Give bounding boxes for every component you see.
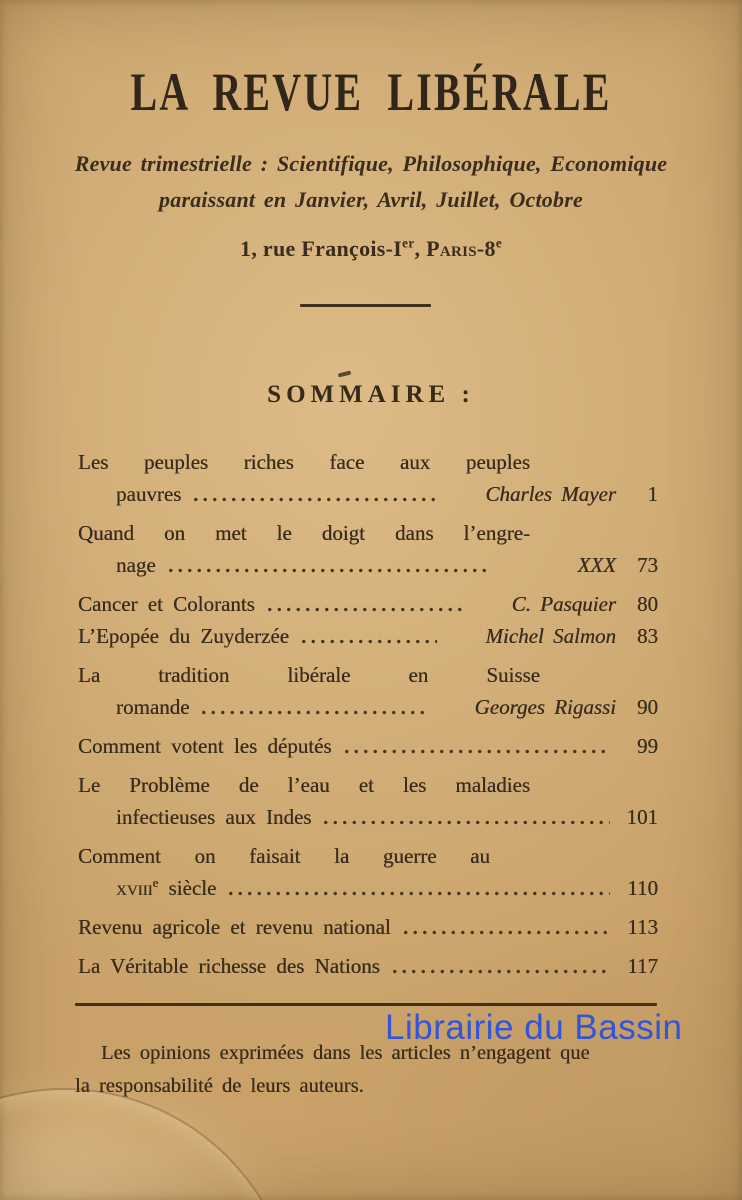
notice-line-2: la responsabilité de leurs auteurs. bbox=[75, 1075, 364, 1097]
entry-leader-row bbox=[78, 588, 658, 620]
entry-title-line-2: nage bbox=[116, 553, 156, 577]
entry-title-line-1: Les peuples riches face aux peuples bbox=[78, 450, 530, 474]
dot-leader bbox=[340, 730, 610, 762]
page-curl-crease bbox=[0, 1088, 296, 1200]
author-name: XXX bbox=[577, 553, 616, 577]
entry-title-line-1: Le Problème de l’eau et les maladies bbox=[78, 773, 530, 797]
bookseller-watermark: Librairie du Bassin bbox=[385, 1008, 683, 1047]
dot-leader bbox=[388, 950, 610, 982]
entry-leader-row bbox=[78, 691, 658, 723]
toc-entry bbox=[78, 588, 658, 620]
roman-numeral: xviii bbox=[116, 876, 153, 900]
ink-speck bbox=[338, 370, 351, 377]
dot-leader bbox=[319, 801, 610, 833]
page-number: 1 bbox=[647, 482, 658, 506]
divider-rule-bottom bbox=[75, 1003, 657, 1006]
dot-leader bbox=[189, 478, 437, 510]
entry-leader-row bbox=[78, 549, 658, 581]
entry-leader-row bbox=[78, 801, 658, 833]
toc-entry bbox=[78, 659, 658, 723]
magazine-title-text: LA REVUE LIBÉRALE bbox=[130, 62, 612, 122]
address-separator: , bbox=[414, 236, 427, 261]
sommaire-heading: SOMMAIRE : bbox=[267, 381, 475, 408]
divider-rule-top bbox=[300, 304, 431, 307]
toc-entry bbox=[78, 730, 658, 762]
page-number: 101 bbox=[626, 805, 658, 829]
address-city: Paris-8 bbox=[426, 236, 496, 261]
table-of-contents bbox=[78, 446, 658, 989]
entry-title-line-2: infectieuses aux Indes bbox=[116, 805, 312, 829]
dot-leader bbox=[164, 549, 486, 581]
entry-title: La Véritable richesse des Nations bbox=[78, 954, 380, 978]
toc-entry bbox=[78, 446, 658, 510]
page-number: 117 bbox=[627, 954, 658, 978]
dot-leader bbox=[297, 620, 437, 652]
entry-leader-row bbox=[78, 478, 658, 510]
subtitle-line-1: Revue trimestrielle : Scientifique, Philosophique, Economique bbox=[74, 151, 668, 176]
author-name: Michel Salmon bbox=[485, 624, 616, 648]
entry-leader-row bbox=[78, 911, 658, 943]
entry-leader-row bbox=[78, 730, 658, 762]
entry-title-rest: siècle bbox=[158, 876, 217, 900]
page-number: 80 bbox=[637, 592, 658, 616]
subtitle-line-2: paraissant en Janvier, Avril, Juillet, Octobre bbox=[159, 187, 583, 212]
entry-title-line-2: pauvres bbox=[116, 482, 182, 506]
page-number: 90 bbox=[637, 695, 658, 719]
entry-title: L’Epopée du Zuyderzée bbox=[78, 624, 289, 648]
publisher-address bbox=[0, 236, 742, 262]
dot-leader bbox=[224, 872, 610, 904]
notice-line-1: Les opinions exprimées dans les articles n’engagent que bbox=[101, 1042, 590, 1064]
page-number: 73 bbox=[637, 553, 658, 577]
numeral-superscript: e bbox=[152, 876, 159, 890]
entry-title: Comment votent les députés bbox=[78, 734, 332, 758]
author-name: Georges Rigassi bbox=[474, 695, 616, 719]
address-superscript-e: e bbox=[495, 235, 502, 251]
entry-title-line-2 bbox=[78, 872, 216, 904]
page-number: 113 bbox=[627, 915, 658, 939]
entry-leader-row bbox=[78, 950, 658, 982]
entry-leader-row bbox=[78, 620, 658, 652]
page-number: 110 bbox=[627, 876, 658, 900]
dot-leader bbox=[263, 588, 464, 620]
entry-title-line-1: Quand on met le doigt dans l’engre- bbox=[78, 521, 530, 545]
author-name: C. Pasquier bbox=[511, 592, 616, 616]
entry-title: Revenu agricole et revenu national bbox=[78, 915, 391, 939]
dot-leader bbox=[399, 911, 610, 943]
magazine-title bbox=[0, 62, 742, 122]
toc-entry bbox=[78, 769, 658, 833]
toc-entry bbox=[78, 620, 658, 652]
page-number: 99 bbox=[637, 734, 658, 758]
toc-entry bbox=[78, 840, 658, 904]
dot-leader bbox=[197, 691, 426, 723]
author-name: Charles Mayer bbox=[485, 482, 616, 506]
toc-entry bbox=[78, 517, 658, 581]
page-number: 83 bbox=[637, 624, 658, 648]
address-superscript-er: er bbox=[402, 235, 415, 251]
entry-title-line-1: Comment on faisait la guerre au bbox=[78, 844, 490, 868]
entry-title: Cancer et Colorants bbox=[78, 592, 255, 616]
address-street: 1, rue François-I bbox=[240, 236, 403, 261]
entry-title-line-1: La tradition libérale en Suisse bbox=[78, 663, 540, 687]
editorial-notice bbox=[75, 1037, 665, 1103]
toc-entry bbox=[78, 950, 658, 982]
entry-leader-row bbox=[78, 872, 658, 904]
entry-title-line-2: romande bbox=[116, 695, 190, 719]
toc-entry bbox=[78, 911, 658, 943]
